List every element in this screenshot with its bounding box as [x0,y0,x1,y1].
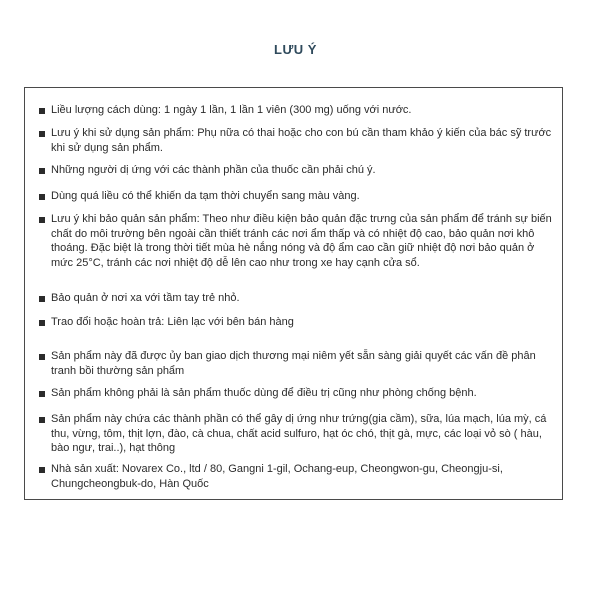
bullet-icon [39,108,45,114]
bullet-icon [39,417,45,423]
note-usage [39,126,554,155]
bullet-icon [39,194,45,200]
note-overdose [39,189,554,204]
bullet-icon [39,391,45,397]
note-text: Những người dị ứng với các thành phần của thuốc cần phải chú ý. [51,164,376,176]
note-text: Liều lượng cách dùng: 1 ngày 1 lần, 1 lần 1 viên (300 mg) uống với nước. [51,104,412,116]
note-text: Sản phẩm này chứa các thành phần có thể gây dị ứng như trứng(gia cầm), sữa, lúa mạch, lúa mỳ, cá thu, vừng, tôm, thịt lợn, đào, cà chua, chất acid sulfuro, hạt óc chó, thịt gà, mực, các loại vỏ sò ( hàu, bào ngư, trai..), hạt thông [51,413,547,454]
note-dosage [39,103,554,118]
note-not-medicine [39,386,554,401]
note-text: Dùng quá liều có thể khiến da tạm thời chuyển sang màu vàng. [51,190,360,202]
bullet-icon [39,168,45,174]
bullet-icon [39,320,45,326]
note-text: Bảo quản ở nơi xa với tầm tay trẻ nhỏ. [51,292,240,304]
note-storage [39,212,554,270]
note-text: Sản phẩm không phải là sản phẩm thuốc dùng để điều trị cũng như phòng chống bệnh. [51,387,477,399]
note-allergy-warning [39,163,554,178]
note-allergens [39,412,554,456]
note-text: Lưu ý khi sử dụng sản phẩm: Phụ nữa có thai hoặc cho con bú cần tham khảo ý kiến của bác sỹ trước khi sử dụng sản phẩm. [51,127,552,154]
note-text: Nhà sản xuất: Novarex Co., ltd / 80, Gangni 1-gil, Ochang-eup, Cheongwon-gu, Cheongju-si, Chungcheongbuk-do, Hàn Quốc [51,463,503,490]
note-keep-away-children [39,291,554,306]
note-exchange-return [39,315,554,330]
note-text: Trao đổi hoặc hoàn trả: Liên lạc với bên bán hàng [51,316,294,328]
note-text: Lưu ý khi bảo quản sản phẩm: Theo như điều kiện bảo quản đặc trưng của sản phẩm để tránh sự biến chất do môi trường bên ngoài cần thiết tránh các nơi ẩm thấp và có nhiệt độ cao, bảo quản nơi khô thoáng. Đặc biệt là trong thời tiết mùa hè nắng nóng và độ ẩm cao cần giữ nhiệt độ nơi bảo quản ở mức 25°C, tránh các nơi nhiệt độ dễ lên cao như trong xe hay cạnh cửa sổ. [51,213,552,269]
bullet-icon [39,217,45,223]
bullet-icon [39,131,45,137]
notes-box [24,87,563,500]
bullet-icon [39,354,45,360]
bullet-icon [39,296,45,302]
bullet-icon [39,467,45,473]
note-text: Sản phẩm này đã được ủy ban giao dịch thương mại niêm yết sẵn sàng giải quyết các vấn đề phân tranh bồi thường sản phẩm [51,350,536,377]
page-title: LƯU Ý [274,42,317,57]
note-manufacturer [39,462,554,491]
note-dispute [39,349,554,378]
